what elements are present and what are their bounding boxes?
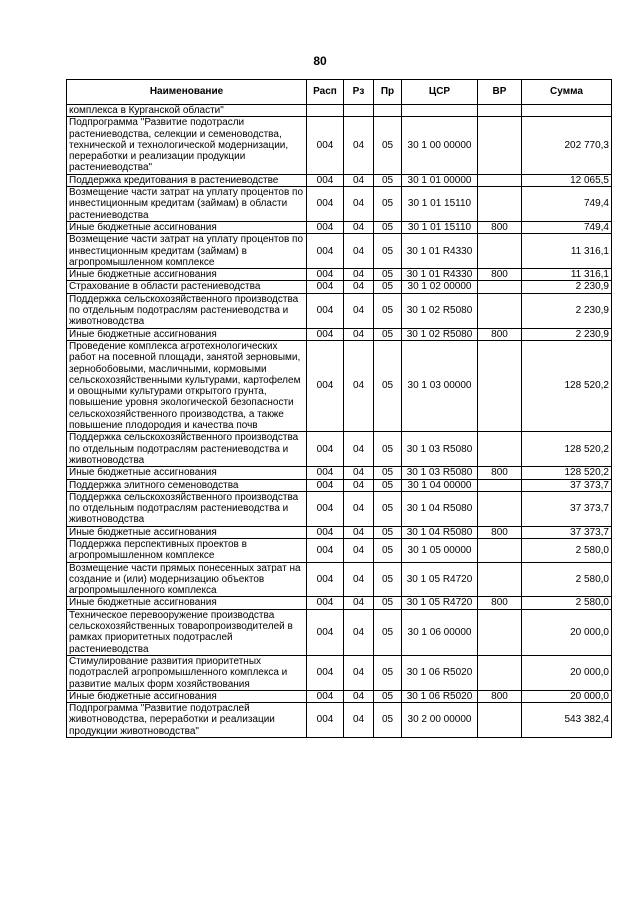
row-vr: [478, 703, 522, 738]
table-row: [67, 491, 612, 526]
row-name: Возмещение части прямых понесенных затрат на создание и (или) модернизацию объектов агропромышленного комплекса: [67, 562, 307, 597]
table-row: [67, 526, 612, 538]
row-vr: [478, 562, 522, 597]
row-vr: 800: [478, 526, 522, 538]
row-rasp: 004: [307, 609, 344, 655]
row-vr: [478, 117, 522, 174]
row-csr: 30 1 02 R5080: [402, 328, 478, 340]
row-rasp: 004: [307, 467, 344, 479]
row-vr: 800: [478, 269, 522, 281]
header-vr: ВР: [478, 80, 522, 105]
row-vr: [478, 538, 522, 562]
table-row: [67, 655, 612, 690]
budget-table: [66, 79, 612, 738]
row-name: Подпрограмма "Развитие подотрасли растениеводства, селекции и семеноводства, технической и технологической модернизации, переработки и реализации продукции растениеводства": [67, 117, 307, 174]
row-rz: 04: [344, 609, 374, 655]
row-csr: 30 1 04 00000: [402, 479, 478, 491]
row-rz: 04: [344, 526, 374, 538]
row-rasp: [307, 105, 344, 117]
row-vr: [478, 609, 522, 655]
row-pr: 05: [374, 538, 402, 562]
row-rz: 04: [344, 340, 374, 431]
row-rasp: 004: [307, 562, 344, 597]
row-vr: 800: [478, 328, 522, 340]
row-csr: 30 1 06 00000: [402, 609, 478, 655]
row-csr: 30 1 06 R5020: [402, 690, 478, 702]
header-rasp: Расп: [307, 80, 344, 105]
row-pr: 05: [374, 328, 402, 340]
row-rz: 04: [344, 655, 374, 690]
row-rz: 04: [344, 293, 374, 328]
row-rasp: 004: [307, 703, 344, 738]
table-row: [67, 234, 612, 269]
row-sum: 749,4: [522, 187, 612, 222]
row-sum: 128 520,2: [522, 467, 612, 479]
row-rasp: 004: [307, 340, 344, 431]
row-name: Страхование в области растениеводства: [67, 281, 307, 293]
row-rasp: 004: [307, 221, 344, 233]
table-row: [67, 105, 612, 117]
row-name: Подпрограмма "Развитие подотраслей животноводства, переработки и реализации продукции животноводства": [67, 703, 307, 738]
row-name: Поддержка элитного семеноводства: [67, 479, 307, 491]
row-name: Техническое перевооружение производства сельскохозяйственных товаропроизводителей в рамках приоритетных подотраслей растениеводства: [67, 609, 307, 655]
row-vr: 800: [478, 467, 522, 479]
row-rz: 04: [344, 221, 374, 233]
row-name: Поддержка перспективных проектов в агропромышленном комплексе: [67, 538, 307, 562]
row-rz: 04: [344, 432, 374, 467]
row-sum: 20 000,0: [522, 609, 612, 655]
row-name: Поддержка сельскохозяйственного производства по отдельным подотраслям растениеводства и животноводства: [67, 491, 307, 526]
row-sum: 2 580,0: [522, 562, 612, 597]
row-name: комплекса в Курганской области": [67, 105, 307, 117]
table-row: [67, 609, 612, 655]
row-csr: 30 1 06 R5020: [402, 655, 478, 690]
row-sum: 37 373,7: [522, 526, 612, 538]
row-pr: 05: [374, 655, 402, 690]
row-csr: 30 1 00 00000: [402, 117, 478, 174]
table-row: [67, 467, 612, 479]
row-name: Проведение комплекса агротехнологических работ на посевной площади, занятой зерновыми, зернобобовыми, масличными, кормовыми сельскохозяйственными культурами, картофелем и овощными культурами открытого грунта, повышение уровня экологической безопасности сельскохозяйственного производства, а также повышение плодородия и качества почв: [67, 340, 307, 431]
row-vr: [478, 491, 522, 526]
row-rz: 04: [344, 269, 374, 281]
row-csr: 30 1 05 R4720: [402, 597, 478, 609]
table-row: [67, 690, 612, 702]
row-vr: [478, 340, 522, 431]
table-row: [67, 597, 612, 609]
row-pr: 05: [374, 597, 402, 609]
row-pr: 05: [374, 174, 402, 186]
row-pr: 05: [374, 562, 402, 597]
row-rasp: 004: [307, 479, 344, 491]
table-row: [67, 269, 612, 281]
row-rz: 04: [344, 467, 374, 479]
table-row: [67, 187, 612, 222]
row-pr: [374, 105, 402, 117]
row-sum: [522, 105, 612, 117]
row-name: Иные бюджетные ассигнования: [67, 221, 307, 233]
row-pr: 05: [374, 491, 402, 526]
row-vr: [478, 174, 522, 186]
row-sum: 2 580,0: [522, 597, 612, 609]
row-csr: 30 1 04 R5080: [402, 491, 478, 526]
row-vr: 800: [478, 690, 522, 702]
row-vr: [478, 293, 522, 328]
row-rz: 04: [344, 174, 374, 186]
row-rasp: 004: [307, 597, 344, 609]
row-sum: 12 065,5: [522, 174, 612, 186]
header-name: Наименование: [67, 80, 307, 105]
row-rasp: 004: [307, 234, 344, 269]
row-rz: 04: [344, 538, 374, 562]
row-sum: 2 580,0: [522, 538, 612, 562]
row-vr: [478, 432, 522, 467]
row-pr: 05: [374, 117, 402, 174]
header-sum: Сумма: [522, 80, 612, 105]
row-sum: 20 000,0: [522, 655, 612, 690]
row-rz: 04: [344, 479, 374, 491]
row-pr: 05: [374, 703, 402, 738]
row-name: Иные бюджетные ассигнования: [67, 269, 307, 281]
row-vr: [478, 479, 522, 491]
row-csr: 30 1 02 00000: [402, 281, 478, 293]
table-row: [67, 221, 612, 233]
row-csr: [402, 105, 478, 117]
row-pr: 05: [374, 187, 402, 222]
row-name: Иные бюджетные ассигнования: [67, 467, 307, 479]
row-name: Возмещение части затрат на уплату процентов по инвестиционным кредитам (займам) в агропромышленном комплексе: [67, 234, 307, 269]
row-pr: 05: [374, 479, 402, 491]
row-pr: 05: [374, 234, 402, 269]
row-csr: 30 1 01 15110: [402, 187, 478, 222]
row-name: Возмещение части затрат на уплату процентов по инвестиционным кредитам (займам) в области растениеводства: [67, 187, 307, 222]
row-pr: 05: [374, 609, 402, 655]
row-rasp: 004: [307, 655, 344, 690]
row-csr: 30 1 05 R4720: [402, 562, 478, 597]
row-rz: 04: [344, 597, 374, 609]
row-csr: 30 1 03 R5080: [402, 467, 478, 479]
row-rasp: 004: [307, 281, 344, 293]
row-sum: 2 230,9: [522, 281, 612, 293]
row-sum: 749,4: [522, 221, 612, 233]
row-csr: 30 1 04 R5080: [402, 526, 478, 538]
row-pr: 05: [374, 281, 402, 293]
table-row: [67, 174, 612, 186]
row-rasp: 004: [307, 526, 344, 538]
row-vr: [478, 655, 522, 690]
row-sum: 37 373,7: [522, 479, 612, 491]
row-sum: 128 520,2: [522, 340, 612, 431]
row-sum: 37 373,7: [522, 491, 612, 526]
row-sum: 2 230,9: [522, 293, 612, 328]
table-row: [67, 538, 612, 562]
header-rz: Рз: [344, 80, 374, 105]
header-csr: ЦСР: [402, 80, 478, 105]
row-sum: 11 316,1: [522, 234, 612, 269]
row-rz: 04: [344, 281, 374, 293]
row-rz: 04: [344, 117, 374, 174]
row-vr: [478, 234, 522, 269]
row-pr: 05: [374, 269, 402, 281]
row-name: Стимулирование развития приоритетных подотраслей агропромышленного комплекса и развитие малых форм хозяйствования: [67, 655, 307, 690]
table-row: [67, 328, 612, 340]
row-rz: 04: [344, 328, 374, 340]
row-rasp: 004: [307, 187, 344, 222]
row-sum: 20 000,0: [522, 690, 612, 702]
row-rz: 04: [344, 491, 374, 526]
table-header-row: [67, 80, 612, 105]
row-sum: 2 230,9: [522, 328, 612, 340]
row-csr: 30 2 00 00000: [402, 703, 478, 738]
row-pr: 05: [374, 526, 402, 538]
row-rasp: 004: [307, 174, 344, 186]
row-sum: 543 382,4: [522, 703, 612, 738]
row-rz: 04: [344, 187, 374, 222]
row-csr: 30 1 05 00000: [402, 538, 478, 562]
table-row: [67, 562, 612, 597]
table-row: [67, 117, 612, 174]
row-name: Иные бюджетные ассигнования: [67, 328, 307, 340]
row-pr: 05: [374, 690, 402, 702]
row-rasp: 004: [307, 432, 344, 467]
row-rasp: 004: [307, 491, 344, 526]
row-vr: [478, 281, 522, 293]
row-pr: 05: [374, 467, 402, 479]
row-vr: [478, 105, 522, 117]
row-name: Поддержка сельскохозяйственного производства по отдельным подотраслям растениеводства и животноводства: [67, 293, 307, 328]
table-row: [67, 703, 612, 738]
row-rasp: 004: [307, 117, 344, 174]
row-csr: 30 1 02 R5080: [402, 293, 478, 328]
row-name: Иные бюджетные ассигнования: [67, 690, 307, 702]
row-sum: 128 520,2: [522, 432, 612, 467]
row-sum: 11 316,1: [522, 269, 612, 281]
row-csr: 30 1 03 00000: [402, 340, 478, 431]
row-pr: 05: [374, 221, 402, 233]
row-rz: 04: [344, 703, 374, 738]
row-name: Поддержка сельскохозяйственного производства по отдельным подотраслям растениеводства и животноводства: [67, 432, 307, 467]
row-csr: 30 1 01 00000: [402, 174, 478, 186]
row-rasp: 004: [307, 269, 344, 281]
row-name: Иные бюджетные ассигнования: [67, 597, 307, 609]
row-pr: 05: [374, 340, 402, 431]
row-csr: 30 1 01 R4330: [402, 269, 478, 281]
row-csr: 30 1 03 R5080: [402, 432, 478, 467]
table-row: [67, 281, 612, 293]
row-vr: 800: [478, 597, 522, 609]
row-rasp: 004: [307, 328, 344, 340]
table-row: [67, 432, 612, 467]
page-number: 80: [313, 54, 327, 68]
row-pr: 05: [374, 293, 402, 328]
row-pr: 05: [374, 432, 402, 467]
row-name: Поддержка кредитования в растениеводстве: [67, 174, 307, 186]
row-rz: 04: [344, 690, 374, 702]
row-vr: [478, 187, 522, 222]
row-sum: 202 770,3: [522, 117, 612, 174]
row-rasp: 004: [307, 538, 344, 562]
row-name: Иные бюджетные ассигнования: [67, 526, 307, 538]
table-row: [67, 340, 612, 431]
row-csr: 30 1 01 15110: [402, 221, 478, 233]
row-rz: 04: [344, 234, 374, 269]
row-rasp: 004: [307, 293, 344, 328]
row-rz: 04: [344, 562, 374, 597]
row-csr: 30 1 01 R4330: [402, 234, 478, 269]
row-vr: 800: [478, 221, 522, 233]
row-rasp: 004: [307, 690, 344, 702]
table-row: [67, 293, 612, 328]
row-rz: [344, 105, 374, 117]
header-pr: Пр: [374, 80, 402, 105]
table-row: [67, 479, 612, 491]
